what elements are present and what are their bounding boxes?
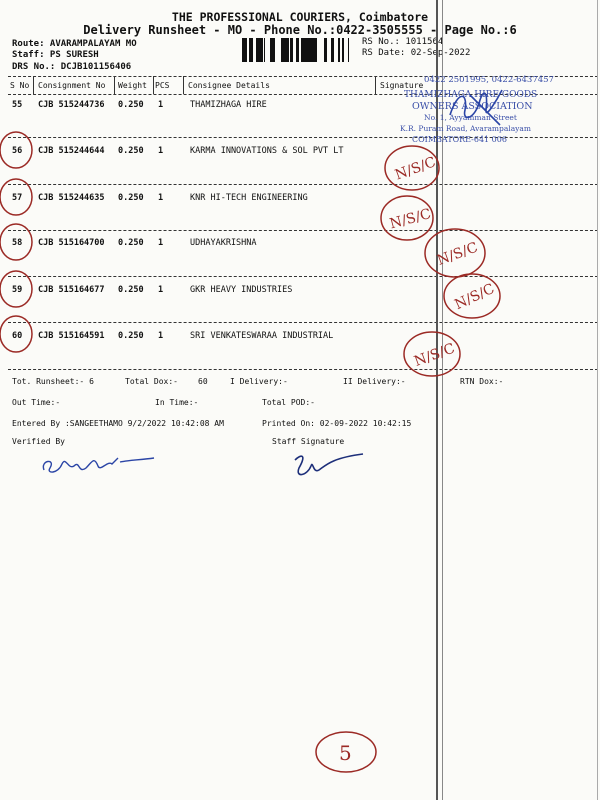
col-header-consignee: Consignee Details — [188, 81, 270, 90]
ii-delivery: II Delivery:- — [343, 377, 406, 386]
row-rule — [8, 322, 598, 323]
cell-consignee: THAMIZHAGA HIRE — [190, 100, 267, 110]
cell-pcs: 1 — [158, 331, 164, 341]
nsc-marks-image — [380, 135, 505, 380]
stamp-line: THAMIZHAGA HIRE GOODS — [404, 90, 538, 100]
cell-weight: 0.250 — [118, 331, 144, 341]
cell-consignee: KNR HI-TECH ENGINEERING — [190, 193, 308, 203]
cell-weight: 0.250 — [118, 146, 144, 156]
svg-text:N/S/C: N/S/C — [388, 205, 433, 233]
svg-text:N/S/C: N/S/C — [412, 340, 458, 370]
rtn-dox: RTN Dox:- — [460, 377, 504, 386]
cell-weight: 0.250 — [118, 238, 144, 248]
entered-by: Entered By :SANGEETHAMO 9/2/2022 10:42:08 AM — [12, 419, 224, 428]
cell-sno: 56 — [12, 146, 23, 156]
cell-pcs: 1 — [158, 193, 164, 203]
cell-consignee: UDHAYAKRISHNA — [190, 238, 257, 248]
total-dox-value: 60 — [198, 377, 208, 386]
stamp-line: OWNERS ASSOCIATION — [412, 101, 533, 112]
cell-consignment: CJB 515164591 — [38, 331, 105, 341]
stamp-line: COIMBATORE-641 006 — [412, 135, 507, 144]
route-label: Route: AVARAMPALAYAM MO — [12, 39, 137, 49]
col-header-pcs: PCS — [155, 81, 170, 90]
out-time: Out Time:- — [12, 398, 61, 407]
handwritten-signature-image — [440, 80, 520, 130]
col-header-weight: Weight — [118, 81, 147, 90]
rs-date: RS Date: 02-Sep-2022 — [362, 48, 471, 58]
rs-number: RS No.: 1011564 — [362, 37, 444, 47]
stamp-phone: 0422 2501995, 0422-6437457 — [424, 75, 554, 85]
col-divider — [153, 76, 154, 94]
cell-sno: 59 — [12, 285, 23, 295]
col-divider — [114, 76, 115, 94]
cell-consignment: CJB 515164677 — [38, 285, 105, 295]
total-pod: Total POD:- — [262, 398, 315, 407]
cell-consignee: KARMA INNOVATIONS & SOL PVT LT — [190, 146, 344, 156]
verified-signature-image — [38, 448, 158, 480]
col-divider — [183, 76, 184, 94]
runsheet-title: Delivery Runsheet - MO - Phone No.:0422-3505555 - Page No.:6 — [83, 23, 517, 37]
cell-pcs: 1 — [158, 238, 164, 248]
col-header-sno: S No — [10, 81, 30, 90]
cell-sno: 55 — [12, 100, 23, 110]
cell-pcs: 1 — [158, 285, 164, 295]
total-dox-label: Total Dox:- — [125, 377, 178, 386]
row-rule — [8, 137, 598, 138]
cell-pcs: 1 — [158, 146, 164, 156]
staff-signature-image — [285, 448, 365, 488]
drs-number: DRS No.: DCJB101156406 — [12, 62, 132, 72]
svg-text:N/S/C: N/S/C — [435, 239, 481, 269]
cell-consignment: CJB 515244635 — [38, 193, 105, 203]
cell-consignee: SRI VENKATESWARAA INDUSTRIAL — [190, 331, 334, 341]
row-rule — [8, 230, 598, 231]
svg-text:5: 5 — [339, 741, 352, 765]
in-time: In Time:- — [155, 398, 199, 407]
verified-by-label: Verified By — [12, 437, 65, 446]
col-header-consignment: Consignment No — [38, 81, 106, 90]
cell-consignee: GKR HEAVY INDUSTRIES — [190, 285, 293, 295]
col-divider — [33, 76, 34, 94]
cell-weight: 0.250 — [118, 193, 144, 203]
barcode-image — [242, 38, 358, 62]
col-divider — [375, 76, 376, 94]
scan-edge-line — [597, 0, 598, 800]
col-header-signature: Signature — [380, 81, 424, 90]
serial-circle-marks-image — [0, 120, 40, 360]
company-title: THE PROFESSIONAL COURIERS, Coimbatore — [171, 10, 429, 24]
cell-weight: 0.250 — [118, 285, 144, 295]
row-rule — [8, 369, 598, 370]
i-delivery: I Delivery:- — [230, 377, 288, 386]
staff-signature-label: Staff Signature — [272, 437, 345, 446]
cell-weight: 0.250 — [118, 100, 144, 110]
cell-pcs: 1 — [158, 100, 164, 110]
stamp-line: K.R. Puram Road, Avarampalayam — [400, 124, 531, 133]
cell-consignment: CJB 515164700 — [38, 238, 105, 248]
stamp-line: No. 1, Ayyamman Street — [424, 113, 517, 122]
cell-consignment: CJB 515244736 — [38, 100, 105, 110]
cell-consignment: CJB 515244644 — [38, 146, 105, 156]
printed-on: Printed On: 02-09-2022 10:42:15 — [262, 419, 412, 428]
svg-text:N/S/C: N/S/C — [393, 154, 438, 184]
cell-sno: 57 — [12, 193, 23, 203]
tot-runsheet: Tot. Runsheet:- 6 — [12, 377, 94, 386]
row-rule — [8, 276, 598, 277]
page-number-circle — [312, 728, 382, 778]
row-rule — [8, 184, 598, 185]
cell-sno: 58 — [12, 238, 23, 248]
svg-text:N/S/C: N/S/C — [452, 280, 498, 314]
staff-label: Staff: PS SURESH — [12, 50, 99, 60]
cell-sno: 60 — [12, 331, 23, 341]
